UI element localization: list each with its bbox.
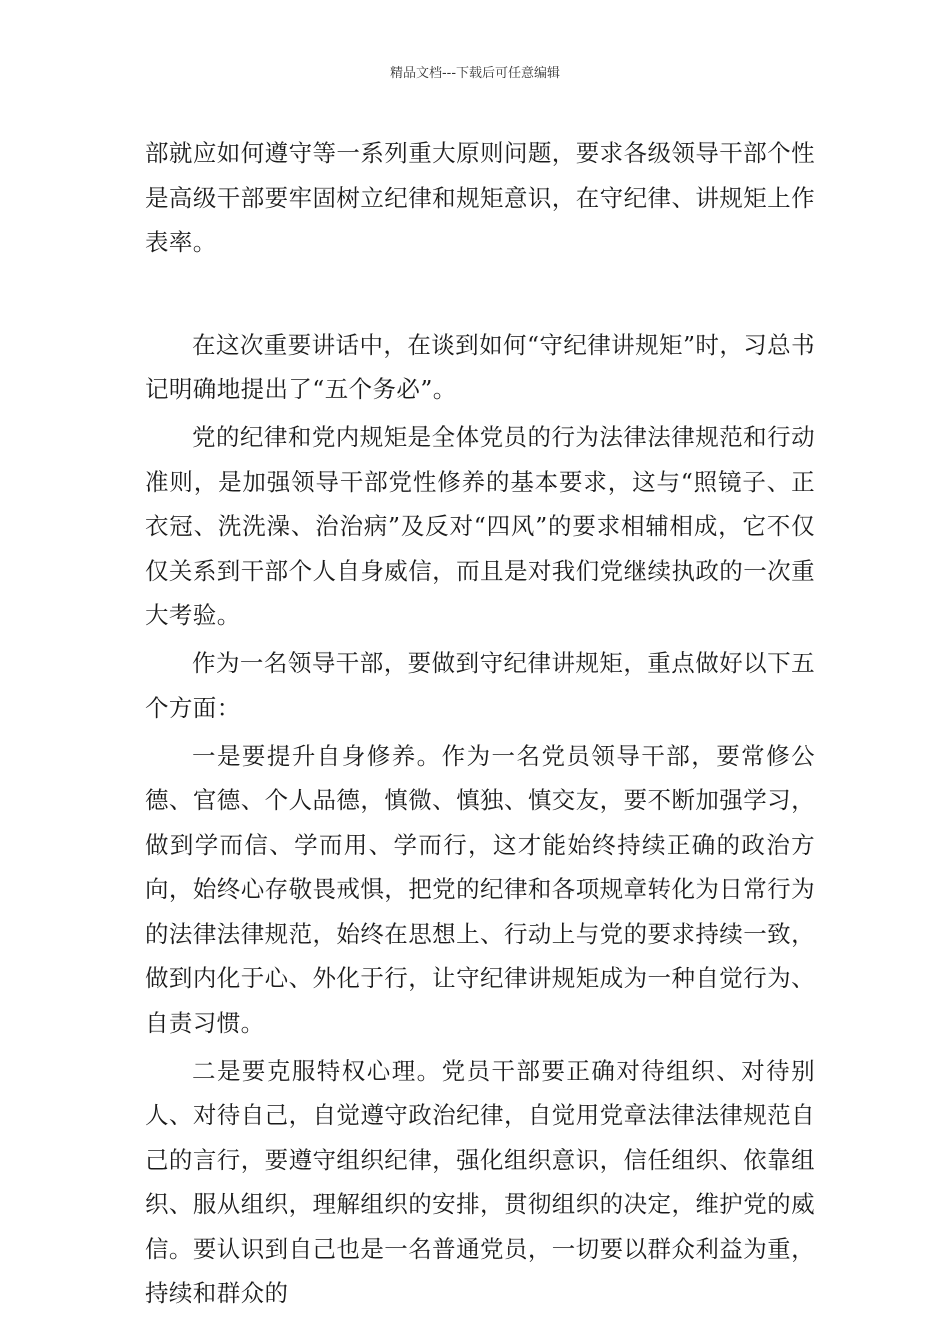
paragraph: 二是要克服特权心理。党员干部要正确对待组织、对待别人、对待自己，自觉遵守政治纪律，自觉用党章法律法律规范自己的言行，要遵守组织纪律，强化组织意识，信任组织、依靠组织、服从组织，理解组织的安排，贯彻组织的决定，维护党的威信。要认识到自己也是一名普通党员，一切要以群众利益为重，持续和群众的 (145, 1056, 815, 1307)
paragraph: 作为一名领导干部，要做到守纪律讲规矩，重点做好以下五个方面： (145, 649, 815, 722)
paragraph-continuation: 部就应如何遵守等一系列重大原则问题，要求各级领导干部个性是高级干部要牢固树立纪律和规矩意识，在守纪律、讲规矩上作表率。 (145, 139, 815, 256)
page-header: 精品文档---下载后可任意编辑 (389, 66, 561, 81)
document-body (145, 131, 815, 1319)
paragraph: 在这次重要讲话中，在谈到如何“守纪律讲规矩”时，习总书记明确地提出了“五个务必”。 (145, 330, 815, 403)
paragraph: 一是要提升自身修养。作为一名党员领导干部，要常修公德、官德、个人品德，慎微、慎独、慎交友，要不断加强学习，做到学而信、学而用、学而行，这才能始终持续正确的政治方向，始终心存敬畏戒惧，把党的纪律和各项规章转化为日常行为的法律法律规范，始终在思想上、行动上与党的要求持续一致，做到内化于心、外化于行，让守纪律讲规矩成为一种自觉行为、自责习惯。 (145, 741, 815, 1037)
paragraph: 党的纪律和党内规矩是全体党员的行为法律法律规范和行动准则，是加强领导干部党性修养的基本要求，这与“照镜子、正衣冠、洗洗澡、治治病”及反对“四风”的要求相辅相成，它不仅仅关系到干部个人自身威信，而且是对我们党继续执政的一次重大考验。 (145, 423, 815, 629)
